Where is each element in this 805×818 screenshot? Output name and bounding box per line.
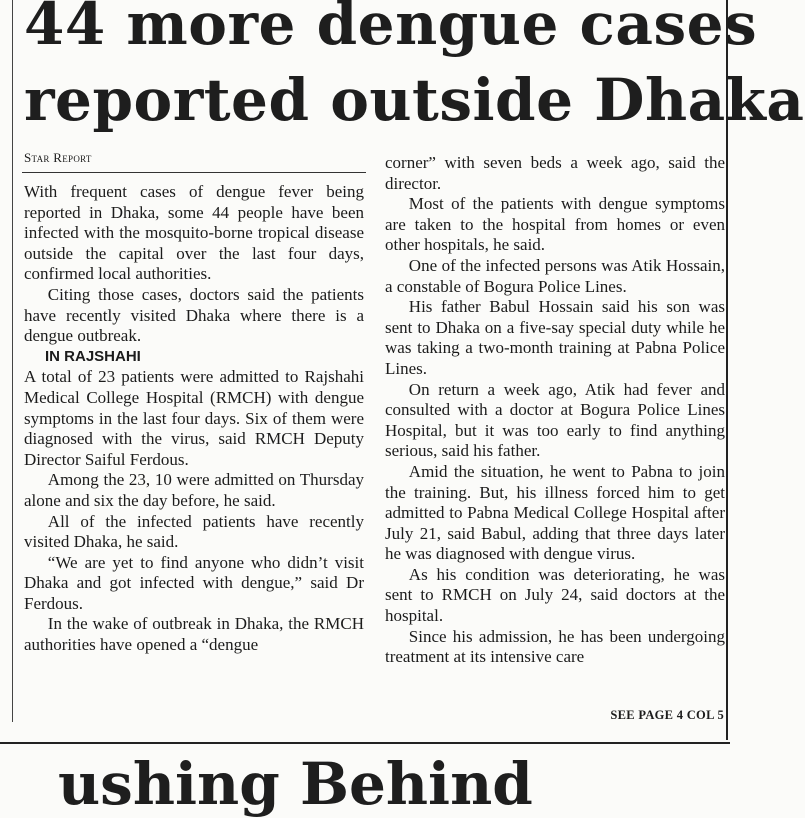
- headline: [24, 0, 805, 138]
- paragraph: Among the 23, 10 were admitted on Thursday alone and six the day before, he said.: [24, 470, 364, 510]
- paragraph: His father Babul Hossain said his son was sent to Dhaka on a five-say special duty while he was taking a two-month training at Pabna Police Lines.: [385, 297, 725, 378]
- paragraph: Most of the patients with dengue symptoms are taken to the hospital from homes or even other hospitals, he said.: [385, 194, 725, 255]
- paragraph: In the wake of outbreak in Dhaka, the RMCH authorities have opened a “dengue: [24, 614, 364, 655]
- headline-line-2: reported outside Dhaka: [24, 66, 805, 134]
- paragraph: corner” with seven beds a week ago, said the director.: [385, 153, 725, 193]
- paragraph: Citing those cases, doctors said the patients have recently visited Dhaka where there is a dengue outbreak.: [24, 284, 364, 346]
- paragraph: On return a week ago, Atik had fever and consulted with a doctor at Bogura Police Lines Hospital, but it was too early to find anything serious, said his father.: [385, 379, 725, 461]
- section-divider: [0, 742, 730, 744]
- next-article-headline: [0, 750, 730, 818]
- paragraph: With frequent cases of dengue fever being reported in Dhaka, some 44 people have been infected with the mosquito-borne tropical disease outside the capital over the last four days, confirmed local authorities.: [24, 182, 364, 284]
- paragraph: One of the infected persons was Atik Hossain, a constable of Bogura Police Lines.: [385, 255, 725, 296]
- paragraph: A total of 23 patients were admitted to Rajshahi Medical College Hospital (RMCH) with dengue symptoms in the last four days. Six of them were diagnosed with the virus, said RMCH Deputy Director Saiful Ferdous.: [24, 367, 364, 469]
- byline: Star Report: [24, 150, 92, 165]
- article-column-2: [385, 153, 725, 668]
- paragraph: Since his admission, he has been undergoing treatment at its intensive care: [385, 626, 725, 667]
- paragraph: “We are yet to find anyone who didn’t visit Dhaka and got infected with dengue,” said Dr Ferdous.: [24, 552, 364, 613]
- next-headline-fragment: ushing Behind: [58, 750, 533, 818]
- continuation-note: SEE PAGE 4 COL 5: [610, 708, 724, 722]
- byline-rule: [22, 172, 366, 173]
- paragraph: All of the infected patients have recently visited Dhaka, he said.: [24, 511, 364, 552]
- article-column-1: [24, 182, 364, 656]
- paragraph: As his condition was deteriorating, he was sent to RMCH on July 24, said doctors at the hospital.: [385, 564, 725, 626]
- paragraph: Amid the situation, he went to Pabna to join the training. But, his illness forced him to get admitted to Pabna Medical College Hospital after July 21, said Babul, adding that three days later he was diagnosed with dengue virus.: [385, 461, 725, 564]
- headline-line-1: 44 more dengue cases: [24, 0, 758, 58]
- left-column-rule: [12, 0, 13, 722]
- section-subhead: IN RAJSHAHI: [45, 347, 141, 365]
